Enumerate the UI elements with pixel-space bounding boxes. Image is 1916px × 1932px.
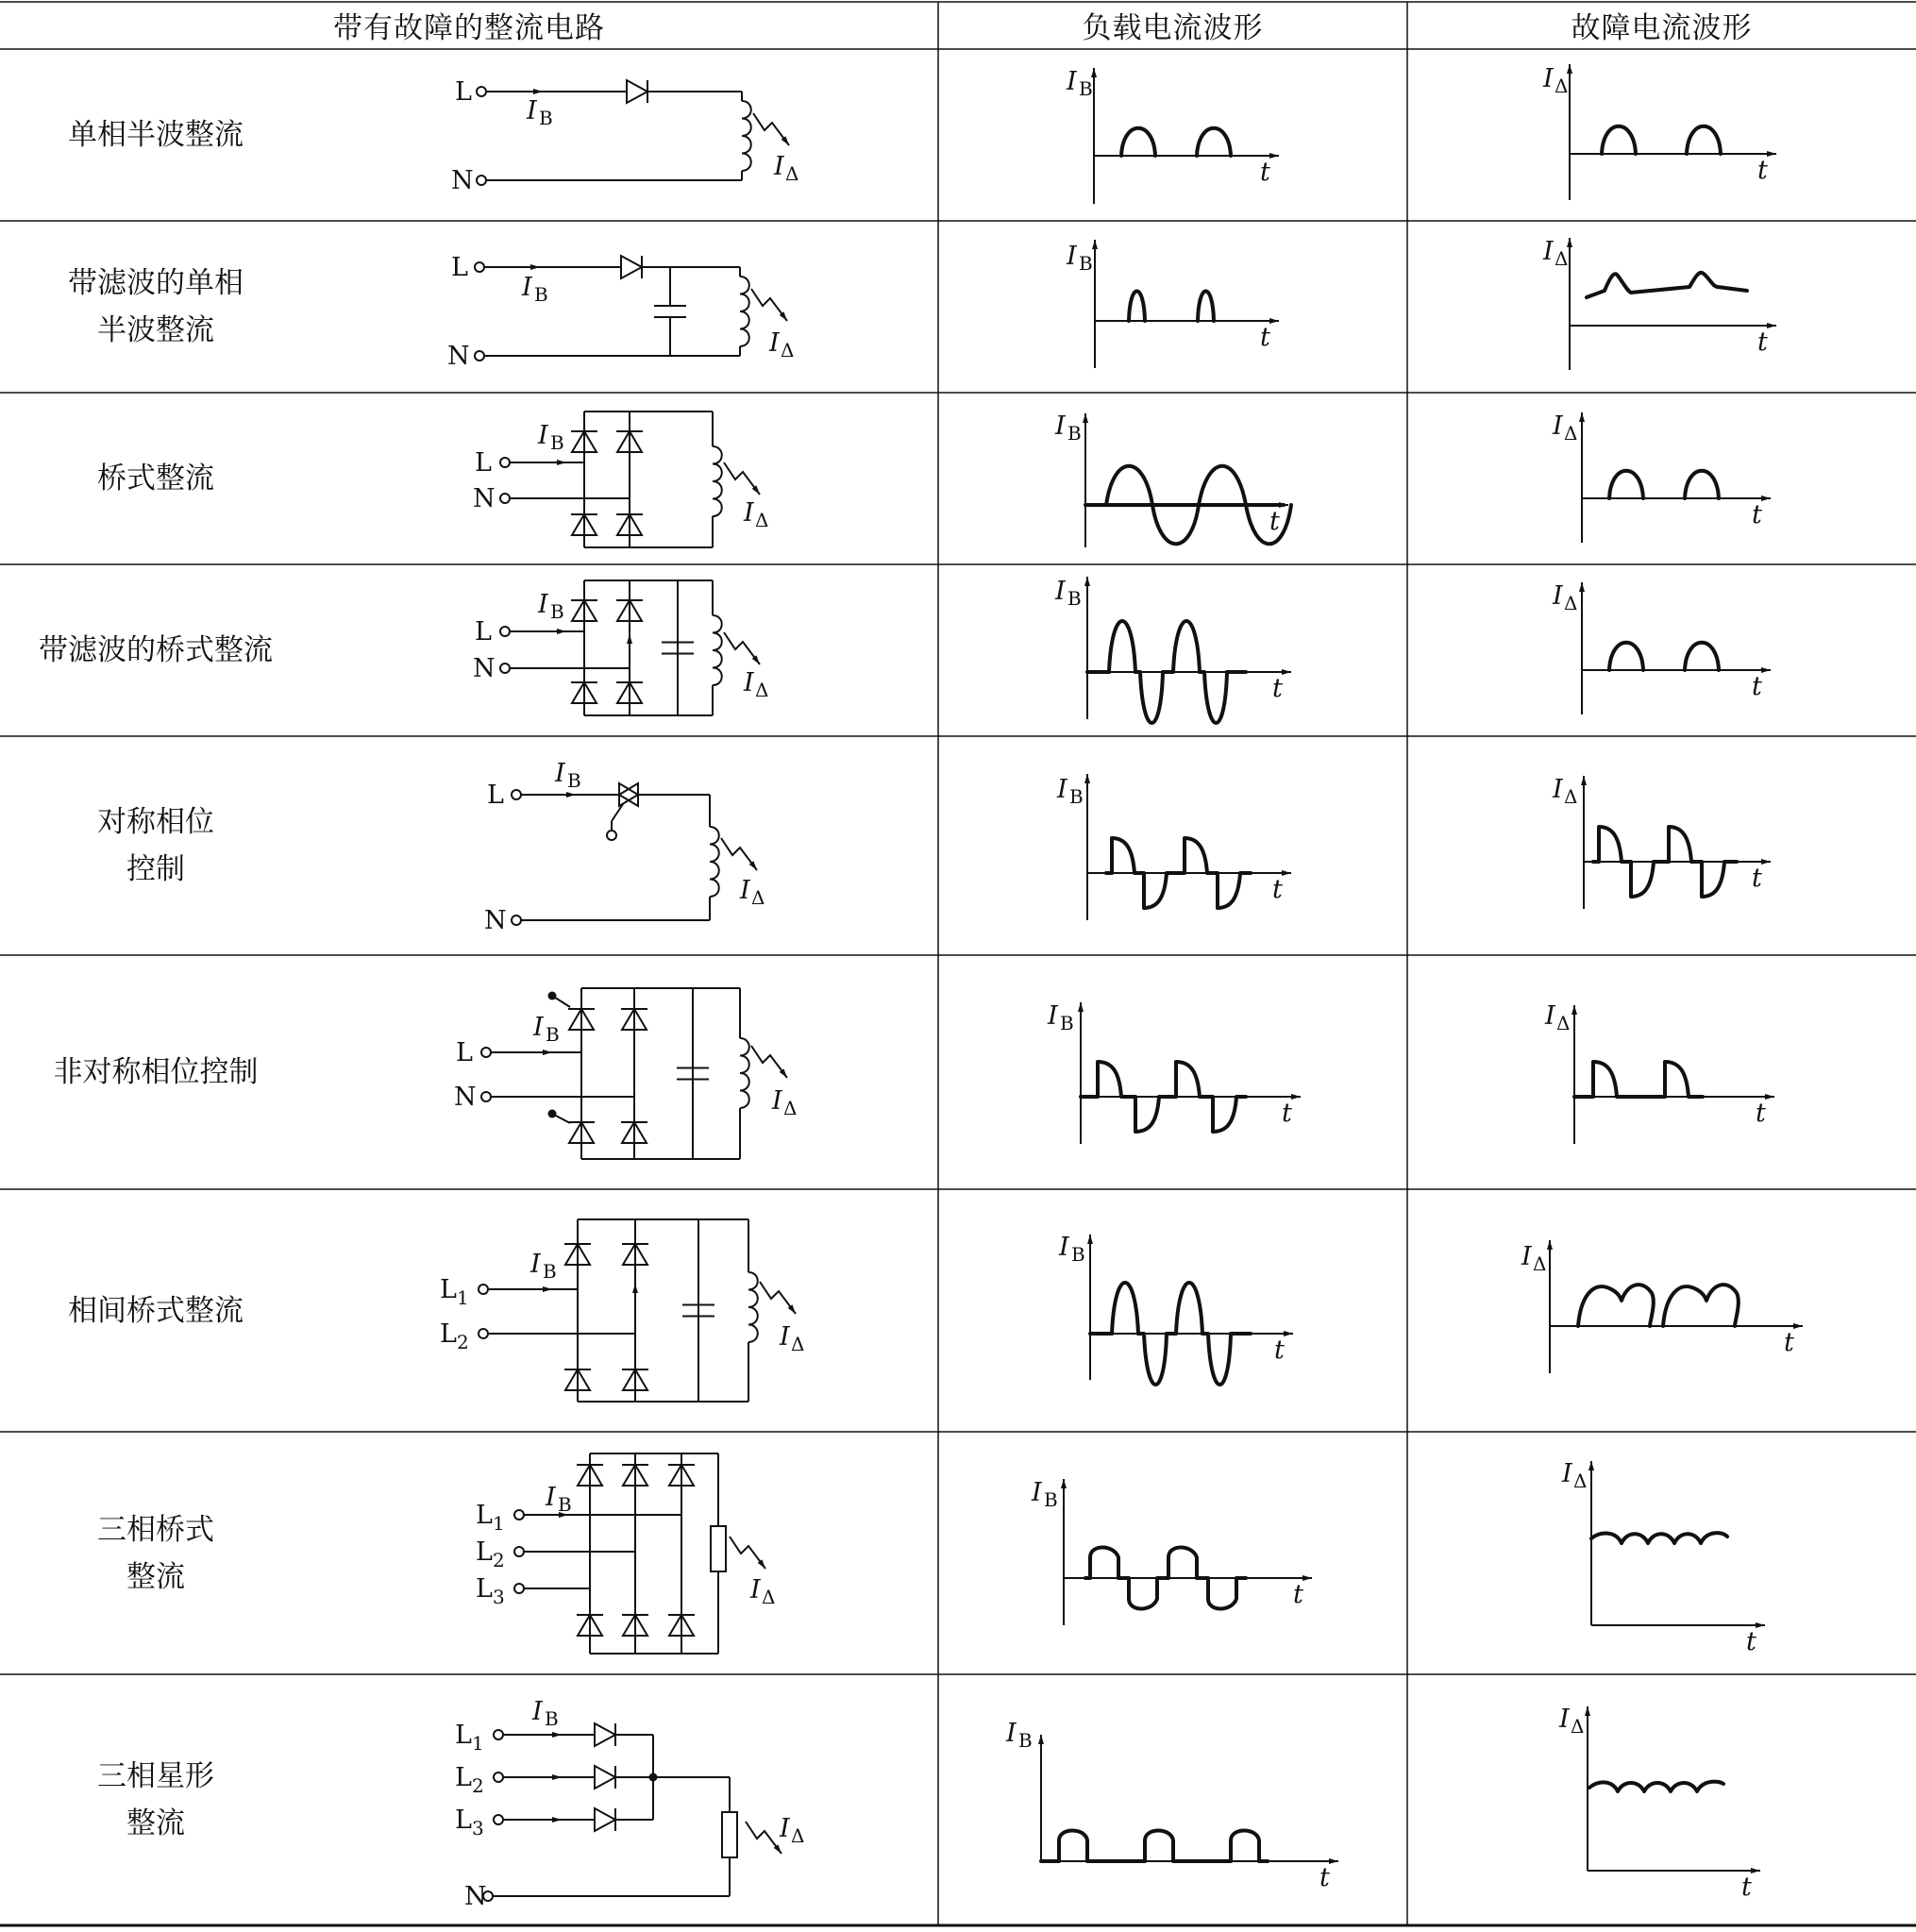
terminal-label-n: N [473,484,496,513]
current-subscript-b: B [1044,1488,1058,1511]
terminal-icon [607,831,616,840]
waveform-pulse-negative [1202,1334,1251,1385]
circuit-row-8 [476,1453,775,1654]
terminal-icon [477,176,486,185]
current-symbol-ib: I [1057,775,1067,804]
terminal-icon [500,458,510,467]
terminal-subscript: 1 [493,1512,505,1535]
terminal-label: L [476,1501,493,1530]
time-axis-label: t [1752,672,1762,701]
circuit-row-4 [473,580,768,715]
current-subscript-b: B [534,283,548,306]
current-subscript-b: B [550,431,564,454]
waveform-square-pulse [1041,1831,1268,1862]
terminal-subscript: 2 [493,1549,505,1571]
current-symbol-idelta: I [1553,581,1563,611]
circuit-row-5 [484,759,765,935]
current-symbol-ib: I [522,273,532,302]
waveform-ripple [1589,1782,1723,1791]
current-symbol-ib: I [1055,577,1066,606]
current-subscript-b: B [1060,1012,1074,1034]
current-symbol-idelta: I [750,1575,761,1604]
waveform-pulse [1685,643,1719,670]
terminal-icon [475,262,484,272]
terminal-icon [500,494,510,503]
terminal-label-n: N [473,654,496,683]
fault-waveform-row-9 [1558,1705,1760,1902]
terminal-icon [514,1547,524,1556]
diode-icon [621,256,642,278]
waveform-double-pulse [1578,1285,1654,1326]
gate-wire [612,804,623,821]
current-subscript-delta: Δ [1573,1470,1588,1492]
current-subscript-b: B [1079,77,1093,100]
time-axis-label: t [1752,864,1762,893]
current-subscript-b: B [550,600,564,623]
terminal-label-n: N [454,1083,477,1112]
terminal-icon [500,627,510,636]
waveform-ripple [1587,273,1747,297]
current-subscript-delta: Δ [1564,422,1578,445]
current-symbol-idelta: I [772,1086,782,1116]
waveform-pulse [1687,126,1721,154]
row-name-line: 半波整流 [97,313,214,347]
current-symbol-ib: I [532,1697,543,1726]
current-symbol-idelta: I [744,498,754,528]
current-symbol-idelta: I [1559,1705,1570,1734]
time-axis-label: t [1784,1328,1794,1357]
row-name-line: 桥式整流 [97,462,214,496]
current-subscript-delta: Δ [791,1824,805,1847]
coil-icon [742,101,751,171]
current-subscript-delta: Δ [1533,1252,1547,1275]
terminal-label-l: L [455,77,472,107]
waveform-double-pulse [1663,1285,1739,1326]
waveform-pulse [1685,471,1719,498]
waveform-pulse [1197,128,1231,156]
current-symbol-ib: I [527,96,537,126]
waveform-pulse [1167,1283,1202,1334]
current-subscript-delta: Δ [762,1586,776,1608]
current-subscript-b: B [1067,422,1082,445]
terminal-subscript: 3 [472,1817,484,1840]
current-subscript-delta: Δ [781,339,795,361]
circuit-row-3 [473,412,768,547]
time-axis-label: t [1274,1336,1285,1365]
terminal-label: L [476,1537,493,1567]
current-subscript-delta: Δ [1564,785,1578,808]
current-symbol-ib: I [538,421,548,450]
time-axis-label: t [1269,507,1280,536]
terminal-subscript: 3 [493,1586,505,1608]
current-symbol-ib: I [1048,1001,1058,1031]
coil-icon [713,446,722,516]
waveform-pulse-negative [1200,672,1246,723]
header-fault-current: 故障电流波形 [1571,10,1753,45]
current-subscript-delta: Δ [1556,1012,1571,1034]
coil-icon [713,615,722,685]
current-subscript-b: B [1071,1243,1085,1266]
diode-icon [595,1766,615,1789]
resistor-icon [722,1812,737,1857]
current-symbol-idelta: I [1543,237,1554,266]
terminal-label-l: L [487,781,504,810]
fault-waveform-row-3 [1552,412,1771,543]
current-subscript-b: B [1079,252,1093,275]
row-name-line: 控制 [126,852,185,886]
current-symbol-idelta: I [1521,1242,1532,1271]
current-symbol-idelta: I [774,152,784,181]
terminal-icon [494,1815,503,1824]
row-name-line: 整流 [126,1559,185,1594]
current-subscript-b: B [545,1707,559,1730]
time-axis-label: t [1272,674,1283,703]
current-subscript-delta: Δ [783,1097,798,1119]
fault-waveform-row-2 [1542,237,1776,370]
current-subscript-delta: Δ [751,886,765,909]
current-subscript-delta: Δ [1564,592,1578,614]
current-symbol-ib: I [1067,67,1077,96]
current-symbol-ib: I [1059,1233,1069,1262]
load-waveform-row-7 [1058,1233,1293,1385]
terminal-label-n: N [451,166,474,195]
load-waveform-row-6 [1047,1001,1301,1144]
time-axis-label: t [1757,156,1768,185]
terminal-icon [481,1048,491,1057]
current-subscript-b: B [1067,587,1082,610]
current-symbol-idelta: I [1553,412,1563,441]
row-name-line: 整流 [126,1806,185,1840]
current-subscript-b: B [1069,785,1084,808]
current-symbol-idelta: I [769,328,780,358]
waveform-pulse [1112,1283,1138,1334]
current-subscript-delta: Δ [755,679,769,701]
time-axis-label: t [1741,1873,1752,1902]
terminal-icon [500,664,510,673]
fault-arrow-icon [746,1822,782,1854]
time-axis-label: t [1260,158,1270,187]
terminal-label-l: L [475,617,492,647]
row-name-line: 带滤波的单相 [68,266,244,300]
coil-icon [710,827,719,897]
gate-wire [552,1114,570,1123]
time-axis-label: t [1757,328,1768,357]
terminal-icon [514,1584,524,1593]
fault-waveform-row-7 [1521,1240,1803,1373]
terminal-label-l: L [475,448,492,478]
current-symbol-ib: I [546,1483,556,1512]
fault-arrow-icon [724,632,760,664]
diode-icon [595,1723,615,1746]
current-symbol-idelta: I [744,668,754,697]
current-symbol-ib: I [1032,1478,1042,1507]
fault-arrow-icon [724,462,760,495]
triac-reverse [619,783,638,806]
row-name-line: 三相桥式 [97,1512,214,1547]
current-symbol-ib: I [530,1250,541,1279]
waveform-ripple [1591,1533,1727,1543]
circuit-row-1 [451,77,798,195]
waveform-pulse [1163,621,1200,672]
row-name-line: 带滤波的桥式整流 [39,633,273,667]
header-load-current: 负载电流波形 [1082,10,1264,45]
current-subscript-b: B [546,1023,560,1046]
row-name-line: 单相半波整流 [68,118,244,152]
fault-waveform-row-1 [1542,64,1776,200]
current-symbol-ib: I [1006,1719,1017,1748]
terminal-icon [494,1772,503,1782]
terminal-icon [479,1285,488,1294]
fault-arrow-icon [753,113,789,145]
current-symbol-idelta: I [1562,1459,1572,1488]
time-axis-label: t [1260,323,1270,352]
terminal-label-l: L [456,1038,473,1067]
current-subscript-delta: Δ [1571,1715,1585,1738]
terminal-label: L [455,1806,472,1835]
current-subscript-delta: Δ [785,162,799,185]
terminal-subscript: 1 [457,1286,469,1309]
fault-waveform-row-6 [1544,1001,1774,1144]
waveform-pulse-negative [1135,672,1163,723]
terminal-subscript: 1 [472,1732,484,1755]
terminal-icon [494,1730,503,1739]
terminal-icon [481,1092,491,1101]
terminal-label: L [455,1721,472,1750]
terminal-icon [512,790,521,799]
load-waveform-row-3 [1054,412,1291,547]
current-subscript-delta: Δ [755,509,769,531]
current-subscript-delta: Δ [1555,75,1569,97]
current-subscript-delta: Δ [791,1333,805,1355]
row-name-line: 对称相位 [97,805,214,839]
terminal-icon [512,916,521,925]
diode-icon [627,80,647,103]
time-axis-label: t [1746,1627,1756,1656]
current-symbol-ib: I [555,759,565,788]
waveform-pulse [1609,643,1643,670]
current-symbol-idelta: I [1553,775,1563,804]
waveform-chopped [1574,1062,1703,1097]
coil-icon [740,277,749,346]
current-symbol-idelta: I [1545,1001,1555,1031]
terminal-label-l: L [451,253,468,282]
time-axis-label: t [1293,1580,1303,1609]
time-axis-label: t [1319,1863,1330,1892]
terminal-icon [475,351,484,361]
terminal-subscript: 2 [472,1774,484,1797]
circuit-row-2 [447,253,794,371]
row-name-line: 三相星形 [97,1759,214,1793]
circuit-row-6 [454,988,797,1159]
time-axis-label: t [1272,875,1283,904]
coil-icon [740,1038,749,1108]
load-waveform-row-5 [1056,774,1291,920]
terminal-icon [514,1510,524,1520]
current-subscript-b: B [539,107,553,129]
terminal-icon [479,1329,488,1338]
row-name-line: 相间桥式整流 [68,1293,244,1328]
terminal-subscript: 2 [457,1331,469,1353]
terminal-label: L [440,1319,457,1349]
current-subscript-delta: Δ [1555,247,1569,270]
load-waveform-row-4 [1054,577,1291,723]
diode-icon [595,1808,615,1831]
triac-icon [619,783,638,806]
circuit-row-7 [440,1219,804,1402]
terminal-label-n: N [484,906,507,935]
terminal-label: L [476,1574,493,1604]
load-waveform-row-8 [1031,1478,1312,1625]
terminal-label: L [455,1763,472,1792]
fault-arrow-icon [751,1046,787,1078]
current-symbol-idelta: I [780,1814,790,1843]
current-subscript-b: B [543,1260,557,1283]
terminal-label-n: N [464,1882,487,1911]
current-symbol-ib: I [1055,412,1066,441]
fault-waveform-row-8 [1561,1459,1765,1656]
current-symbol-idelta: I [740,876,750,905]
waveform-pulse-negative [1138,1334,1167,1385]
waveform-pulse [1198,292,1214,322]
waveform-pulse [1129,292,1145,322]
header-circuit: 带有故障的整流电路 [333,10,605,45]
terminal-label: L [440,1275,457,1304]
fault-arrow-icon [721,838,757,870]
waveform-pulse [1609,471,1643,498]
current-symbol-ib: I [533,1013,544,1042]
current-symbol-idelta: I [1543,64,1554,93]
fault-arrow-icon [751,289,787,321]
load-waveform-row-1 [1066,67,1279,204]
row-name-line: 非对称相位控制 [53,1055,259,1089]
time-axis-label: t [1756,1099,1766,1128]
waveform-pulse [1121,128,1155,156]
time-axis-label: t [1282,1099,1292,1128]
fault-waveform-row-4 [1552,581,1771,714]
time-axis-label: t [1752,500,1762,529]
current-symbol-ib: I [1067,242,1077,271]
terminal-icon [477,87,486,96]
fault-waveform-row-5 [1552,775,1771,909]
waveform-pulse [1109,621,1135,672]
current-subscript-b: B [1018,1729,1033,1752]
fault-arrow-icon [730,1537,765,1569]
waveform-pulse [1602,126,1636,154]
gate-wire [552,996,570,1007]
load-waveform-row-9 [1005,1719,1338,1892]
terminal-label-n: N [447,342,470,371]
current-subscript-b: B [558,1493,572,1516]
coil-icon [748,1272,758,1342]
current-symbol-ib: I [538,590,548,619]
resistor-icon [711,1526,726,1571]
current-symbol-idelta: I [780,1322,790,1352]
fault-arrow-icon [760,1282,796,1314]
current-subscript-b: B [567,769,581,792]
circuit-row-9 [455,1697,804,1911]
load-waveform-row-2 [1066,240,1279,368]
